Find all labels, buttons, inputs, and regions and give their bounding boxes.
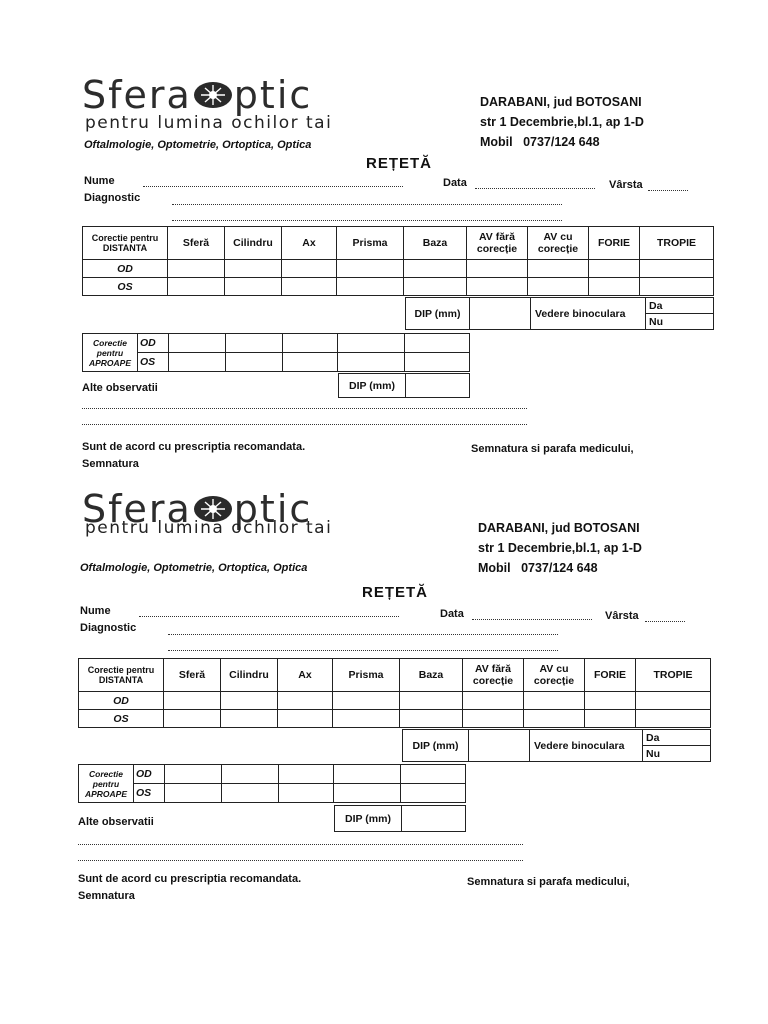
prescription-form-bottom xyxy=(0,430,768,902)
cell[interactable] xyxy=(640,278,714,296)
cell[interactable] xyxy=(165,765,222,784)
near-row-header xyxy=(79,765,134,803)
diagnosis-field-1[interactable] xyxy=(168,634,558,635)
address-block xyxy=(480,92,644,152)
col-av-fara: AV fără corecție xyxy=(463,659,524,692)
diagnosis-field-2[interactable] xyxy=(172,220,562,221)
dip-distance-label: DIP (mm) xyxy=(402,729,469,762)
cell[interactable] xyxy=(524,692,585,710)
near-header-line1: Corectie xyxy=(88,768,123,779)
cell[interactable] xyxy=(225,260,282,278)
cell[interactable] xyxy=(222,765,279,784)
cell[interactable] xyxy=(279,765,334,784)
dip-near-field[interactable] xyxy=(405,373,470,398)
col-av-cu: AV cu corecție xyxy=(524,659,585,692)
brand-name-right: ptic xyxy=(233,486,313,531)
consent-text: Sunt de acord cu prescriptia recomandata. xyxy=(78,873,302,885)
distance-header-line1: Corectie pentru xyxy=(91,233,159,243)
row-os: OS xyxy=(83,278,168,296)
age-label: Vârsta xyxy=(605,610,639,622)
distance-header-line2: DISTANTA xyxy=(98,675,144,685)
dip-near-label: DIP (mm) xyxy=(338,373,406,398)
cell[interactable] xyxy=(283,353,338,372)
phone-line xyxy=(478,558,642,578)
date-label: Data xyxy=(440,608,464,620)
cell[interactable] xyxy=(400,710,463,728)
phone-number: 0737/124 648 xyxy=(521,561,598,575)
cell[interactable] xyxy=(221,710,278,728)
cell[interactable] xyxy=(225,278,282,296)
address-block xyxy=(478,518,642,578)
phone-label: Mobil xyxy=(480,135,513,149)
cell[interactable] xyxy=(400,692,463,710)
near-header-line2: pentru xyxy=(92,778,120,789)
dip-distance-field[interactable] xyxy=(468,729,530,762)
address-line-2: str 1 Decembrie,bl.1, ap 1-D xyxy=(480,115,644,129)
date-field[interactable] xyxy=(475,188,595,189)
other-field-1[interactable] xyxy=(82,408,527,409)
address-line-1: DARABANI, jud BOTOSANI xyxy=(478,521,640,535)
binocular-nu[interactable]: Nu xyxy=(642,745,711,762)
brand-name-right: ptic xyxy=(233,72,313,117)
cell[interactable] xyxy=(334,784,401,803)
col-baza: Baza xyxy=(404,227,467,260)
name-field[interactable] xyxy=(143,186,403,187)
phone-line xyxy=(480,132,644,152)
row-od: OD xyxy=(83,260,168,278)
date-label: Data xyxy=(443,177,467,189)
col-ax: Ax xyxy=(278,659,333,692)
cell[interactable] xyxy=(528,260,589,278)
cell[interactable] xyxy=(636,692,711,710)
cell[interactable] xyxy=(337,278,404,296)
phone-number: 0737/124 648 xyxy=(523,135,600,149)
near-header-line1: Corectie xyxy=(92,337,127,348)
cell[interactable] xyxy=(338,334,405,353)
brand-name-left: Sfera xyxy=(82,486,192,531)
specialties: Oftalmologie, Optometrie, Ortoptica, Optica xyxy=(84,139,312,151)
other-field-2[interactable] xyxy=(82,424,527,425)
brand-logo xyxy=(82,70,312,117)
other-label: Alte observatii xyxy=(82,382,158,394)
patient-signature: Semnatura xyxy=(78,890,135,902)
brand-tagline: pentru lumina ochilor tai xyxy=(85,518,333,538)
brand-name-left: Sfera xyxy=(82,72,192,117)
col-prisma: Prisma xyxy=(333,659,400,692)
near-row-od: OD xyxy=(138,334,169,353)
cell[interactable] xyxy=(401,765,466,784)
cell[interactable] xyxy=(589,278,640,296)
cell[interactable] xyxy=(585,692,636,710)
phone-label: Mobil xyxy=(478,561,511,575)
cell[interactable] xyxy=(333,710,400,728)
doctor-signature: Semnatura si parafa medicului, xyxy=(467,876,630,888)
distance-row-header xyxy=(79,659,164,692)
cell[interactable] xyxy=(169,353,226,372)
cell[interactable] xyxy=(524,710,585,728)
diagnosis-label: Diagnostic xyxy=(80,622,137,634)
col-tropie: TROPIE xyxy=(636,659,711,692)
cell[interactable] xyxy=(282,278,337,296)
age-label: Vârsta xyxy=(609,179,643,191)
near-row-os: OS xyxy=(134,784,165,803)
specialties: Oftalmologie, Optometrie, Ortoptica, Optica xyxy=(80,562,308,574)
cell[interactable] xyxy=(334,765,401,784)
near-row-os: OS xyxy=(138,353,169,372)
cell[interactable] xyxy=(636,710,711,728)
name-label: Nume xyxy=(84,175,115,187)
cell[interactable] xyxy=(222,784,279,803)
cell[interactable] xyxy=(164,692,221,710)
cell[interactable] xyxy=(164,710,221,728)
col-prisma: Prisma xyxy=(337,227,404,260)
form-title: REȚETĂ xyxy=(366,155,432,172)
binocular-label: Vedere binoculara xyxy=(529,729,643,762)
near-row-header xyxy=(83,334,138,372)
dip-near-field[interactable] xyxy=(401,805,466,832)
distance-header-line2: DISTANTA xyxy=(102,243,148,253)
cell[interactable] xyxy=(405,353,470,372)
cell[interactable] xyxy=(282,260,337,278)
col-baza: Baza xyxy=(400,659,463,692)
row-os: OS xyxy=(79,710,164,728)
cell[interactable] xyxy=(279,784,334,803)
cell[interactable] xyxy=(333,692,400,710)
name-label: Nume xyxy=(80,605,111,617)
cell[interactable] xyxy=(463,692,524,710)
col-av-fara: AV fără corecție xyxy=(467,227,528,260)
col-tropie: TROPIE xyxy=(640,227,714,260)
cell[interactable] xyxy=(405,334,470,353)
col-ax: Ax xyxy=(282,227,337,260)
dip-near-label: DIP (mm) xyxy=(334,805,402,832)
doctor-signature: Semnatura si parafa medicului, xyxy=(471,443,634,455)
diagnosis-label: Diagnostic xyxy=(84,192,141,204)
cell[interactable] xyxy=(169,334,226,353)
cell[interactable] xyxy=(165,784,222,803)
cell[interactable] xyxy=(283,334,338,353)
cell[interactable] xyxy=(278,710,333,728)
cell[interactable] xyxy=(640,260,714,278)
prescription-form-top xyxy=(0,0,768,470)
cell[interactable] xyxy=(278,692,333,710)
col-sfera: Sferă xyxy=(168,227,225,260)
cell[interactable] xyxy=(226,353,283,372)
dip-distance-label: DIP (mm) xyxy=(405,297,470,330)
other-field-1[interactable] xyxy=(78,844,523,845)
cell[interactable] xyxy=(585,710,636,728)
near-correction-table xyxy=(78,764,466,803)
cell[interactable] xyxy=(168,260,225,278)
distance-correction-table xyxy=(82,226,714,296)
cell[interactable] xyxy=(589,260,640,278)
address-line-1: DARABANI, jud BOTOSANI xyxy=(480,95,642,109)
date-field[interactable] xyxy=(472,619,592,620)
cell[interactable] xyxy=(404,278,467,296)
near-header-line3: APROAPE xyxy=(88,357,132,368)
sun-logo-icon xyxy=(193,80,233,110)
diagnosis-field-2[interactable] xyxy=(168,650,558,651)
col-forie: FORIE xyxy=(585,659,636,692)
cell[interactable] xyxy=(463,710,524,728)
row-od: OD xyxy=(79,692,164,710)
col-cilindru: Cilindru xyxy=(225,227,282,260)
cell[interactable] xyxy=(168,278,225,296)
form-title: REȚETĂ xyxy=(362,584,428,601)
col-sfera: Sferă xyxy=(164,659,221,692)
cell[interactable] xyxy=(401,784,466,803)
near-correction-table xyxy=(82,333,470,372)
col-av-cu: AV cu corecție xyxy=(528,227,589,260)
near-row-od: OD xyxy=(134,765,165,784)
other-label: Alte observatii xyxy=(78,816,154,828)
cell[interactable] xyxy=(467,260,528,278)
brand-tagline: pentru lumina ochilor tai xyxy=(85,113,333,133)
binocular-da[interactable]: Da xyxy=(642,729,711,746)
binocular-da[interactable]: Da xyxy=(645,297,714,314)
address-line-2: str 1 Decembrie,bl.1, ap 1-D xyxy=(478,541,642,555)
age-field[interactable] xyxy=(645,621,685,622)
diagnosis-field-1[interactable] xyxy=(172,204,562,205)
patient-signature: Semnatura xyxy=(82,458,139,470)
cell[interactable] xyxy=(404,260,467,278)
binocular-nu[interactable]: Nu xyxy=(645,313,714,330)
distance-correction-table xyxy=(78,658,711,728)
other-field-2[interactable] xyxy=(78,860,523,861)
distance-header-line1: Corectie pentru xyxy=(87,665,155,675)
dip-distance-field[interactable] xyxy=(469,297,531,330)
name-field[interactable] xyxy=(139,616,399,617)
cell[interactable] xyxy=(528,278,589,296)
near-header-line3: APROAPE xyxy=(84,788,128,799)
cell[interactable] xyxy=(338,353,405,372)
distance-row-header xyxy=(83,227,168,260)
near-header-line2: pentru xyxy=(96,347,124,358)
col-cilindru: Cilindru xyxy=(221,659,278,692)
cell[interactable] xyxy=(226,334,283,353)
cell[interactable] xyxy=(221,692,278,710)
binocular-label: Vedere binoculara xyxy=(530,297,646,330)
col-forie: FORIE xyxy=(589,227,640,260)
consent-text: Sunt de acord cu prescriptia recomandata. xyxy=(82,441,306,453)
cell[interactable] xyxy=(467,278,528,296)
age-field[interactable] xyxy=(648,190,688,191)
cell[interactable] xyxy=(337,260,404,278)
